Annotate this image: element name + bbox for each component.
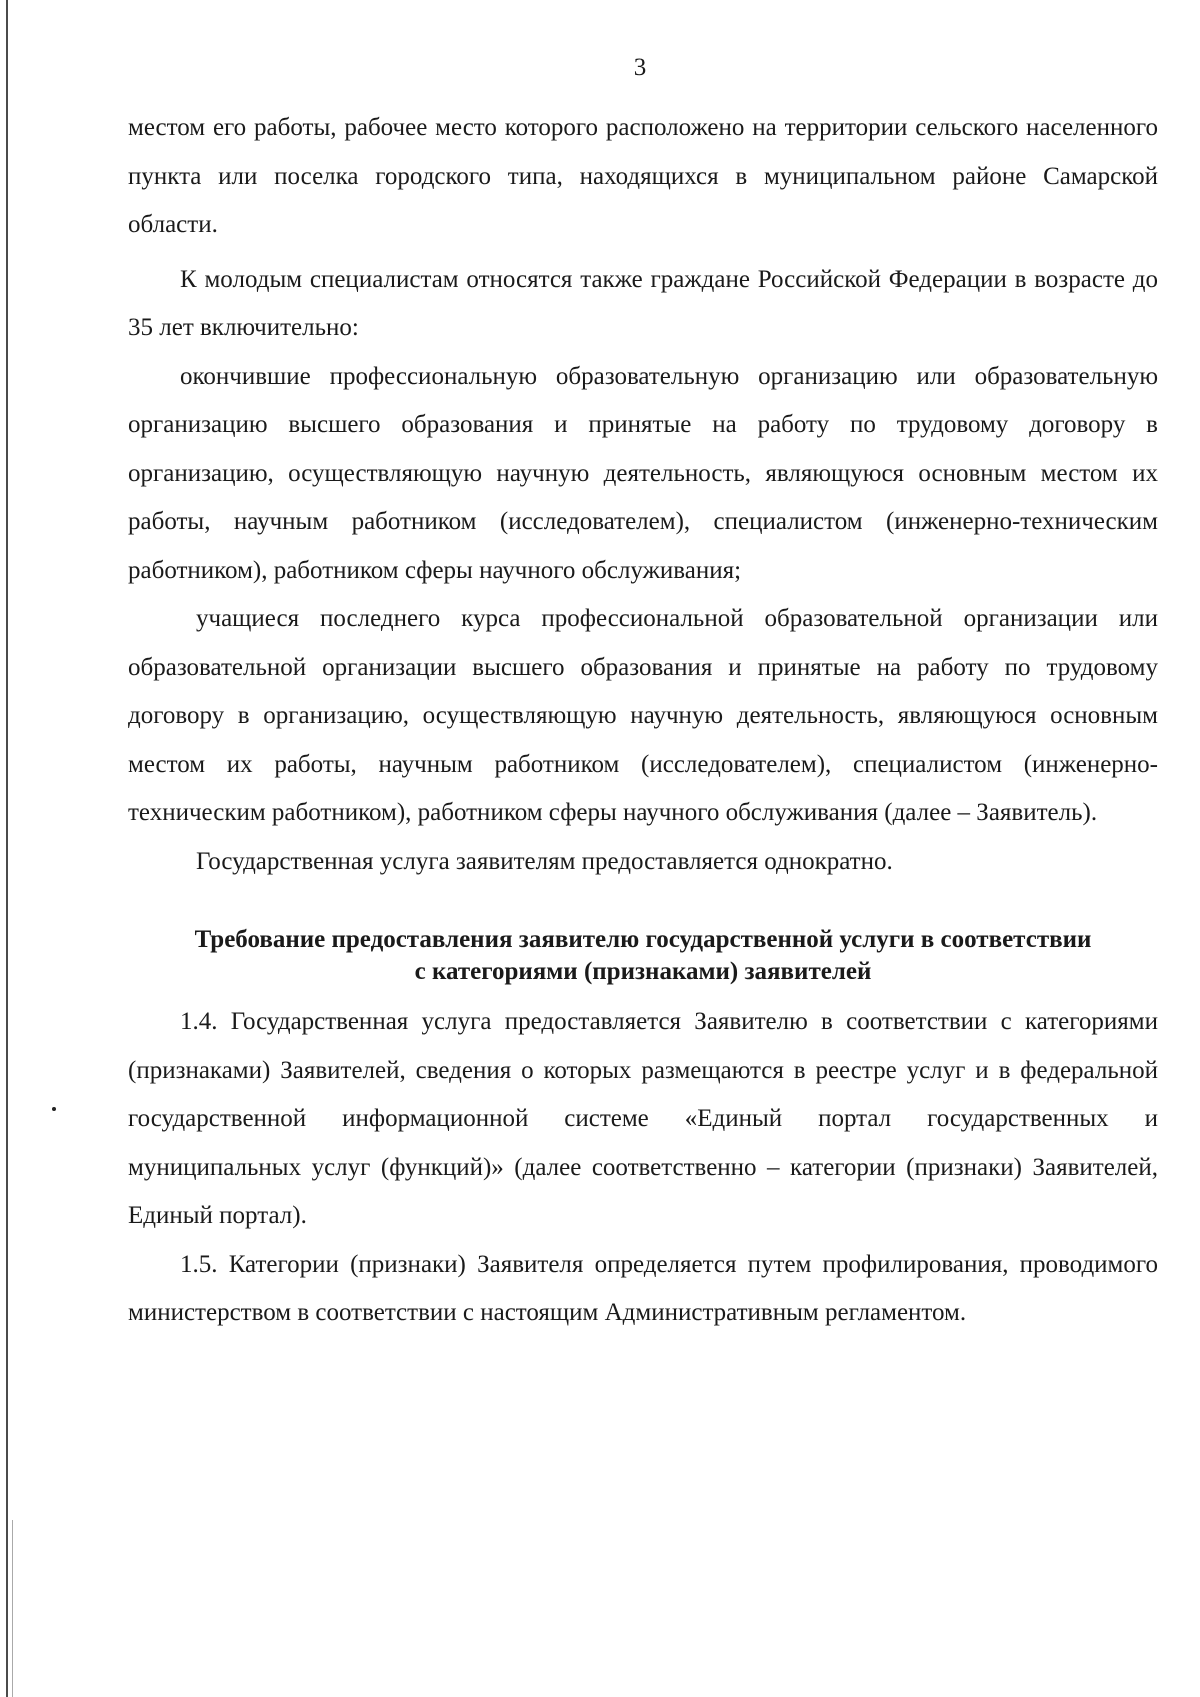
page-number: 3 — [633, 54, 647, 81]
section-heading — [128, 924, 1158, 988]
scan-left-edge — [6, 0, 8, 1697]
paragraph-graduates: окончившие профессиональную образовательную организацию или образовательную организацию высшего образования и принятые на работу по трудовому договору в организацию, осуществляющую научную деятельность, являющуюся основным местом их работы, научным работником (исследователем), специалистом (инженерно-техническим работником), работником сферы научного обслуживания; — [128, 362, 1158, 584]
section-heading-line1: Требование предоставления заявителю государственной услуги в соответствии — [194, 926, 1092, 953]
scan-edge-mark — [12, 1520, 13, 1697]
section-heading-line2: с категориями (признаками) заявителей — [414, 958, 872, 985]
document-body — [128, 104, 1158, 1338]
paragraph-one-time: Государственная услуга заявителям предоставляется однократно. — [196, 847, 893, 875]
paragraph-1-4: 1.4. Государственная услуга предоставляется Заявителю в соответствии с категориями (признаками) Заявителей, сведения о которых размещаются в реестре услуг и в федеральной государственной информационной системе «Единый портал государственных и муниципальных услуг (функций)» (далее соответственно – категории (признаки) Заявителей, Единый портал). — [128, 1008, 1158, 1229]
paragraph-students: учащиеся последнего курса профессиональной образовательной организации или образовательной организации высшего образования и принятые на работу по трудовому договору в организацию, осуществляющую научную деятельность, являющуюся основным местом их работы, научным работником (исследователем), специалистом (инженерно-техническим работником), работником сферы научного обслуживания (далее – Заявитель). — [128, 605, 1158, 826]
paragraph-young-specialists: К молодым специалистам относятся также граждане Российской Федерации в возрасте до 35 лет включительно: — [128, 265, 1158, 341]
paragraph-1-5: 1.5. Категории (признаки) Заявителя определяется путем профилирования, проводимого министерством в соответствии с настоящим Административным регламентом. — [128, 1250, 1158, 1326]
scan-speck — [52, 1107, 56, 1111]
paragraph-continuation: местом его работы, рабочее место которого расположено на территории сельского населенного пункта или поселка городского типа, находящихся в муниципальном районе Самарской области. — [128, 114, 1158, 238]
